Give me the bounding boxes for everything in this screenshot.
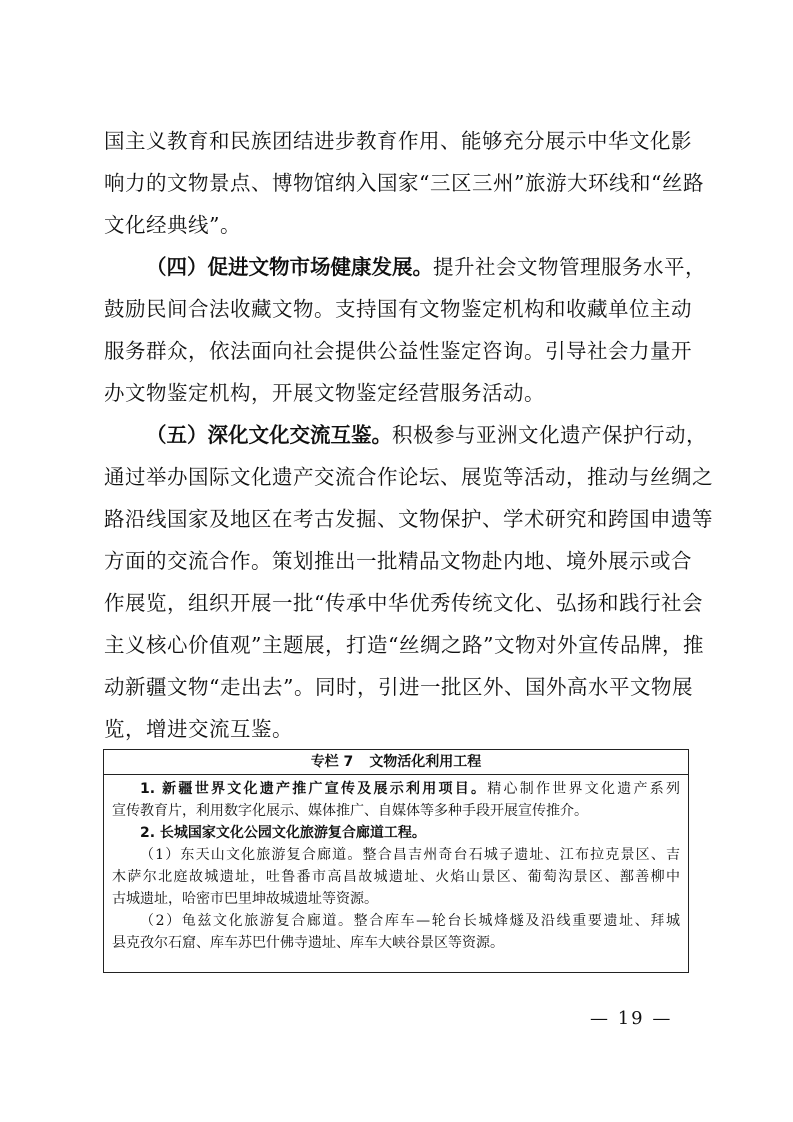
paragraph-line: 服务群众，依法面向社会提供公益性鉴定咨询。引导社会力量开 — [104, 339, 692, 363]
paragraph-line: 响力的文物景点、博物馆纳入国家“三区三州”旅游大环线和“丝路 — [104, 171, 704, 195]
box-title-text: 文物活化利用工程 — [369, 754, 482, 770]
box-line — [112, 778, 680, 800]
paragraph-line — [104, 246, 706, 288]
box-label: 专栏 7 — [310, 754, 354, 770]
feature-box — [103, 749, 689, 973]
paragraph-line: 通过举办国际文化遗产交流合作论坛、展览等活动，推动与丝绸之 — [104, 465, 713, 489]
section-heading: （四）促进文物市场健康发展。 — [146, 255, 433, 279]
box-line: 县克孜尔石窟、库车苏巴什佛寺遗址、库车大峡谷景区等资源。 — [112, 935, 504, 951]
item-text: 精心制作世界文化遗产系列 — [487, 781, 681, 797]
box-line: （1）东天山文化旅游复合廊道。整合昌吉州奇台石城子遗址、江布拉克景区、吉 — [140, 847, 680, 863]
section-heading: （五）深化文化交流互鉴。 — [146, 423, 392, 447]
body-text — [104, 120, 713, 750]
box-title — [104, 750, 688, 775]
paragraph-line — [104, 414, 707, 456]
item-heading: 1. 新疆世界文化遗产推广宣传及展示利用项目。 — [140, 781, 488, 797]
paragraph-line: 路沿线国家及地区在考古发掘、文物保护、学术研究和跨国申遗等 — [104, 507, 713, 531]
box-line: 古城遗址，哈密市巴里坤故城遗址等资源。 — [112, 891, 378, 907]
box-body — [104, 775, 688, 954]
paragraph-line: 鼓励民间合法收藏文物。支持国有文物鉴定机构和收藏单位主动 — [104, 297, 692, 321]
box-line: （2）龟兹文化旅游复合廊道。整合库车—轮台长城烽燧及沿线重要遗址、拜城 — [140, 913, 680, 929]
paragraph-line: 方面的交流合作。策划推出一批精品文物赴内地、境外展示或合 — [104, 549, 692, 573]
paragraph-line: 办文物鉴定机构，开展文物鉴定经营服务活动。 — [104, 381, 545, 405]
paragraph-text: 提升社会文物管理服务水平， — [433, 255, 706, 279]
item-heading: 2. 长城国家文化公园文化旅游复合廊道工程。 — [140, 825, 426, 841]
paragraph-line: 览，增进交流互鉴。 — [104, 717, 293, 741]
box-line — [112, 822, 680, 844]
paragraph-line: 国主义教育和民族团结进步教育作用、能够充分展示中华文化影 — [104, 129, 692, 153]
paragraph-line: 文化经典线”。 — [104, 213, 241, 237]
box-line: 木萨尔北庭故城遗址，吐鲁番市高昌故城遗址、火焰山景区、葡萄沟景区、鄯善柳中 — [112, 869, 680, 885]
paragraph-text: 积极参与亚洲文化遗产保护行动， — [392, 423, 707, 447]
paragraph-line: 作展览，组织开展一批“传承中华优秀传统文化、弘扬和践行社会 — [104, 591, 703, 615]
box-line: 宣传教育片，利用数字化展示、媒体推广、自媒体等多种手段开展宣传推介。 — [112, 803, 588, 819]
paragraph-line: 主义核心价值观”主题展，打造“丝绸之路”文物对外宣传品牌，推 — [104, 633, 704, 657]
page-number: — 19 — — [590, 1008, 673, 1029]
paragraph-line: 动新疆文物“走出去”。同时，引进一批区外、国外高水平文物展 — [104, 675, 693, 699]
